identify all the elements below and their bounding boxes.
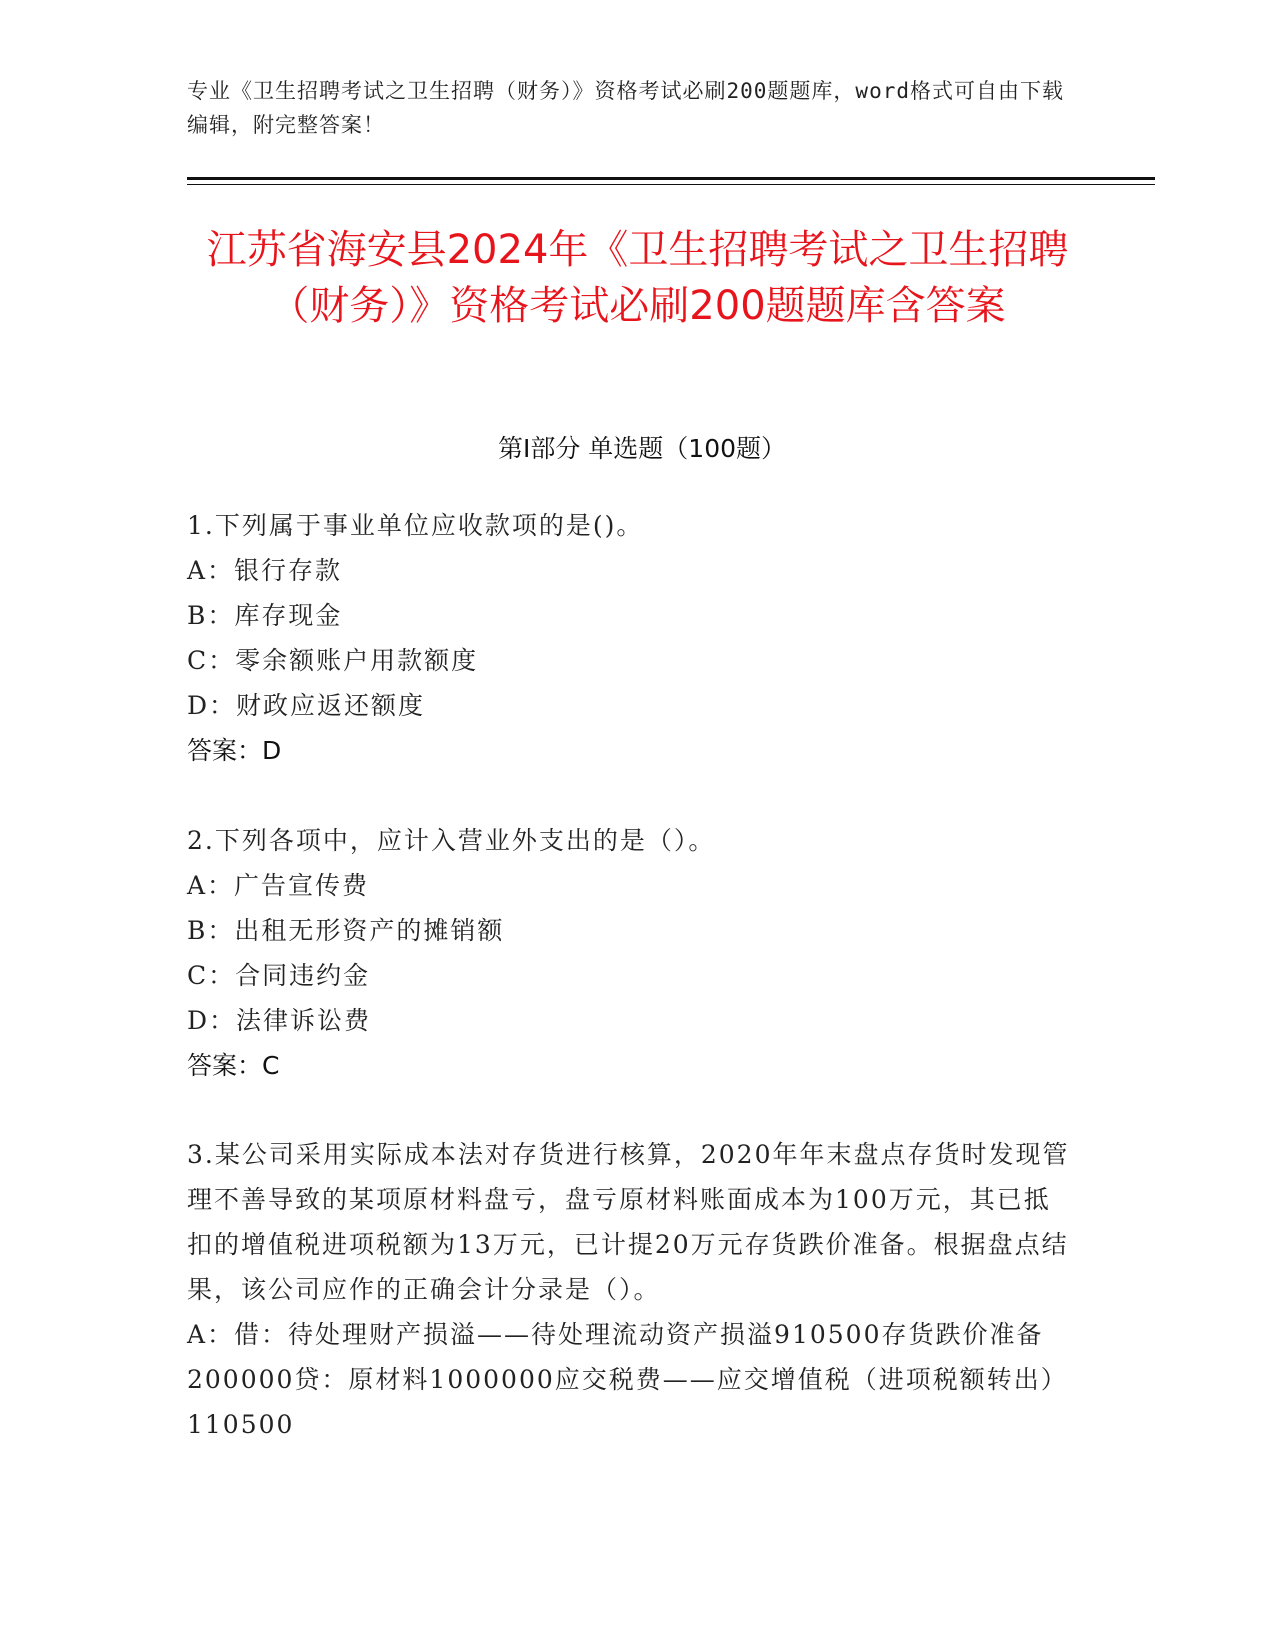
option-b: B：出租无形资产的摊销额 [187, 916, 505, 945]
option-a: A：借：待处理财产损溢——待处理流动资产损溢910500存货跌价准备200000贷：原材料1000000应交税费——应交增值税（进项税额转出）110500 [187, 1320, 1068, 1439]
question-2 [187, 818, 1077, 1088]
option-b: B：库存现金 [187, 601, 343, 630]
document-title: 江苏省海安县2024年《卫生招聘考试之卫生招聘（财务）》资格考试必刷200题题库含答案 [206, 227, 1069, 329]
header-rule-thick [187, 177, 1155, 180]
question-text: 3.某公司采用实际成本法对存货进行核算，2020年年末盘点存货时发现管理不善导致的某项原材料盘亏，盘亏原材料账面成本为100万元，其已抵扣的增值税进项税额为13万元，已计提20万元存货跌价准备。根据盘点结果，该公司应作的正确会计分录是（）。 [187, 1140, 1070, 1304]
option-c: C：零余额账户用款额度 [187, 646, 479, 675]
question-3 [187, 1132, 1077, 1447]
option-a: A：广告宣传费 [187, 871, 370, 900]
question-1 [187, 503, 1077, 773]
question-text: 1.下列属于事业单位应收款项的是()。 [187, 511, 644, 540]
option-d: D：法律诉讼费 [187, 1006, 372, 1035]
option-d: D：财政应返还额度 [187, 691, 426, 720]
section-heading: 第Ⅰ部分 单选题（100题） [497, 434, 787, 463]
answer: 答案：C [187, 1051, 280, 1080]
question-text: 2.下列各项中，应计入营业外支出的是（）。 [187, 826, 716, 855]
answer: 答案：D [187, 736, 282, 765]
header-note: 专业《卫生招聘考试之卫生招聘（财务）》资格考试必刷200题题库，word格式可自由下载编辑，附完整答案！ [187, 79, 1064, 137]
option-a: A：银行存款 [187, 556, 343, 585]
option-c: C：合同违约金 [187, 961, 371, 990]
header-rule-thin [187, 184, 1155, 185]
